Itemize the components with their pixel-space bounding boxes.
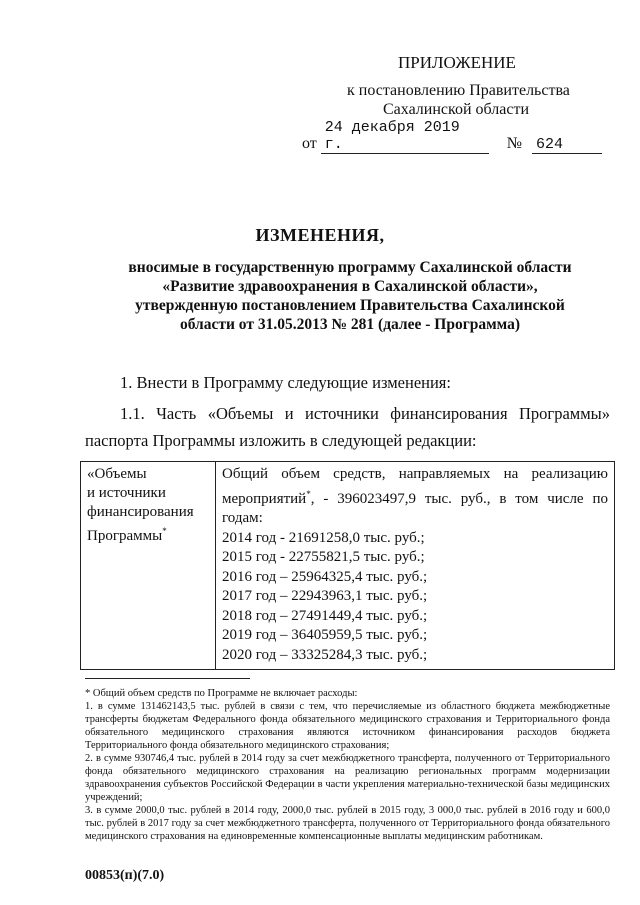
year-amount: 2014 год - 21691258,0 тыс. руб.; bbox=[222, 529, 425, 546]
label-line: и источники bbox=[87, 485, 166, 501]
year-amount: 2017 год – 22943963,1 тыс. руб.; bbox=[222, 588, 428, 604]
number-prefix: № bbox=[506, 135, 523, 152]
form-code: 00853(п)(7.0) bbox=[85, 868, 165, 883]
year-amount: 2019 год – 36405959,5 тыс. руб.; bbox=[222, 627, 428, 643]
document-title: ИЗМЕНЕНИЯ, bbox=[255, 225, 385, 245]
footnote-item: 3. в сумме 2000,0 тыс. рублей в 2014 году, 2000,0 тыс. рублей в 2015 году, 3 000,0 тыс. рублей в 2016 году и 600,0 тыс. рублей в 2017 году за счет межбюджетного трансферта, полученного от Территориального фонда обязательного медицинского страхования на единовременные компенсационные выплаты медицинским работникам. bbox=[85, 805, 610, 842]
decree-line-1: к постановлению Правительства bbox=[347, 82, 570, 99]
footnotes bbox=[85, 687, 610, 843]
subtitle-line: «Развитие здравоохранения в Сахалинской области», bbox=[162, 278, 538, 295]
decree-number: 624 bbox=[532, 136, 602, 154]
paragraph-item-1: 1. Внести в Программу следующие изменения: bbox=[120, 373, 451, 392]
subtitle-line: утвержденную постановлением Правительства Сахалинской bbox=[135, 297, 565, 314]
decree-line-2: Сахалинской области bbox=[383, 101, 530, 118]
footnote-item: 1. в сумме 131462143,5 тыс. рублей в связи с тем, что перечисляемые из областного бюджета межбюджетные трансферты бюджетам Федерального фонда обязательного медицинского страхования и Территориального фонда обязательного медицинского страхования являются источником финансирования расходов бюджета Территориального фонда обязательного медицинского страхования; bbox=[85, 701, 610, 751]
year-amount: 2018 год – 27491449,4 тыс. руб.; bbox=[222, 607, 428, 624]
total-funding-text: Общий объем средств, направляемых на реализацию мероприятий*, - 396023497,9 тыс. руб., в том числе по годам: bbox=[222, 466, 608, 526]
table-label-cell bbox=[81, 462, 216, 670]
table-value-cell bbox=[216, 462, 615, 670]
date-prefix: от bbox=[302, 135, 317, 152]
subtitle-line: области от 31.05.2013 № 281 (далее - Программа) bbox=[179, 316, 521, 333]
year-amount: 2020 год – 33325284,3 тыс. руб.; bbox=[222, 646, 428, 663]
year-amount: 2015 год - 22755821,5 тыс. руб.; bbox=[222, 549, 425, 565]
decree-date: 24 декабря 2019 г. bbox=[321, 119, 489, 154]
footnote-intro: * Общий объем средств по Программе не включает расходы: bbox=[85, 688, 358, 699]
subtitle-line: вносимые в государственную программу Сахалинской области bbox=[128, 259, 572, 276]
footnote-mark: * bbox=[162, 526, 167, 536]
label-line: Программы* bbox=[87, 526, 167, 544]
financing-table bbox=[80, 461, 615, 670]
decree-date-line bbox=[302, 119, 602, 154]
footnote-mark: * bbox=[306, 488, 311, 499]
paragraph-item-1-1: 1.1. Часть «Объемы и источники финансирования Программы» bbox=[120, 404, 610, 423]
footnote-divider bbox=[85, 678, 250, 679]
label-line: финансирования bbox=[87, 504, 194, 520]
document-subtitle bbox=[95, 258, 605, 334]
year-amount: 2016 год – 25964325,4 тыс. руб.; bbox=[222, 568, 428, 585]
table-row bbox=[81, 462, 615, 670]
paragraph-item-1-1-cont: паспорта Программы изложить в следующей редакции: bbox=[85, 431, 477, 450]
label-line: «Объемы bbox=[87, 466, 147, 482]
footnote-item: 2. в сумме 930746,4 тыс. рублей в 2014 году за счет межбюджетного трансферта, полученного от Территориального фонда обязательного медицинского страхования на реализацию региональных программ модернизации здравоохранения субъектов Российской Федерации в части укрепления материально-технической базы медицинских учреждений; bbox=[85, 753, 610, 803]
appendix-heading: ПРИЛОЖЕНИЕ bbox=[398, 53, 516, 72]
